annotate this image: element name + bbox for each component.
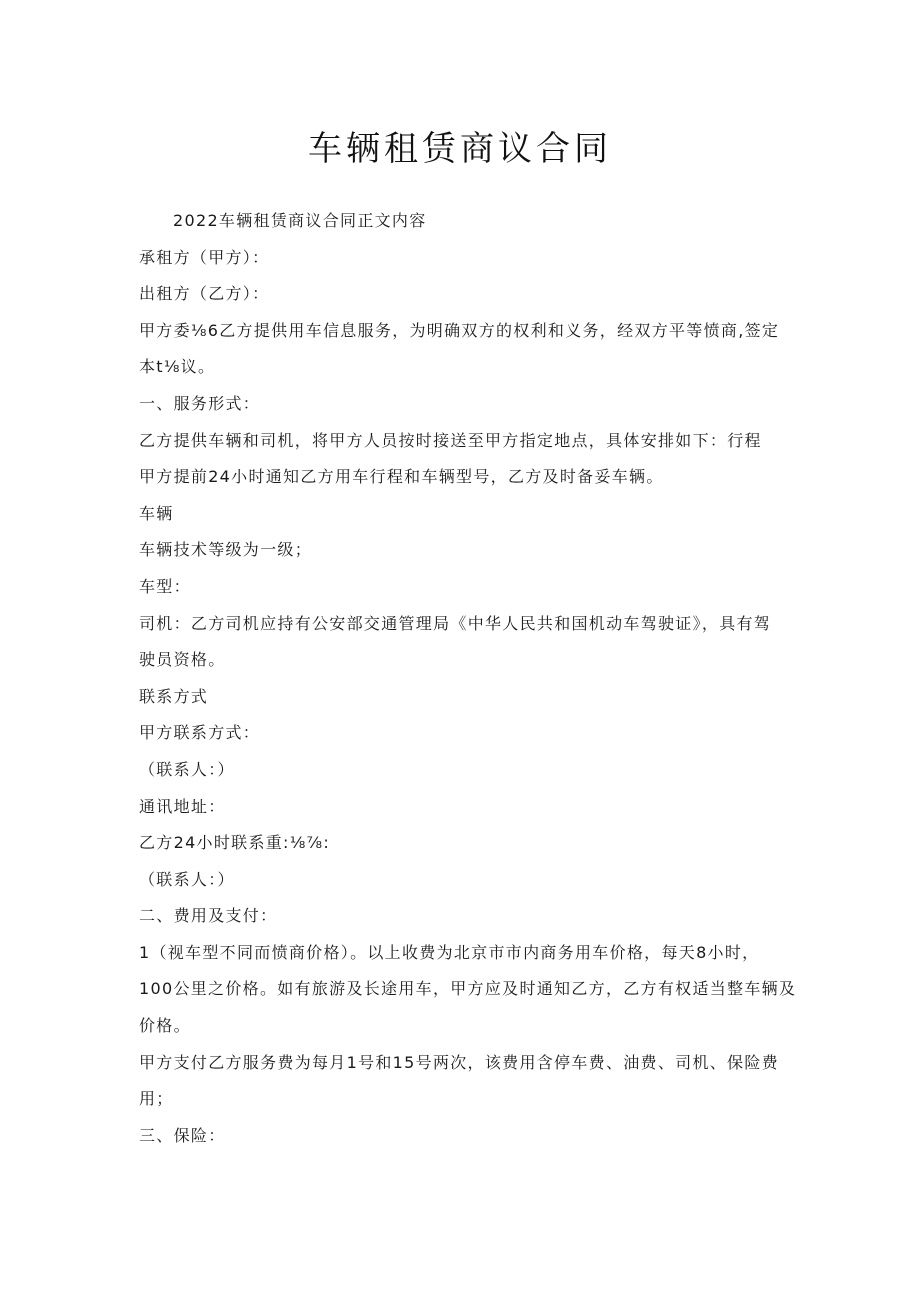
document-title: 车辆租赁商议合同 — [308, 129, 612, 169]
lessor-line: 出租方（乙方）： — [139, 284, 270, 304]
paragraph-line: 乙方提供车辆和司机，将甲方人员按时接送至甲方指定地点，具体安排如下：行程 — [139, 430, 762, 450]
subsection-heading: 联系方式 — [139, 686, 209, 706]
paragraph-line: 价格。 — [139, 1016, 191, 1036]
section-heading: 二、费用及支付： — [139, 906, 278, 926]
paragraph-line: 甲方委⅛6乙方提供用车信息服务，为明确双方的权利和义务，经双方平等愤商,签定 — [139, 320, 780, 340]
paragraph-line: 司机：乙方司机应持有公安部交通管理局《中华人民共和国机动车驾驶证》，具有驾 — [139, 613, 772, 633]
section-heading: 三、保险： — [139, 1125, 226, 1145]
lessee-line: 承租方（甲方）： — [139, 247, 270, 267]
section-heading: 一、服务形式： — [139, 393, 261, 413]
paragraph-line: 车辆技术等级为一级； — [139, 540, 313, 560]
paragraph-line: 驶员资格。 — [139, 650, 226, 670]
document-subtitle: 2022车辆租赁商议合同正文内容 — [173, 211, 427, 230]
document-body — [139, 203, 797, 1154]
paragraph-line: 车型： — [139, 576, 191, 596]
paragraph-line: （联系人：） — [139, 869, 235, 889]
paragraph-line: 1（视车型不同而愤商价格）。以上收费为北京市市内商务用车价格，每天8小时， — [139, 942, 760, 962]
paragraph-line: 用； — [139, 1089, 174, 1109]
paragraph-line: 甲方提前24小时通知乙方用车行程和车辆型号，乙方及时备妥车辆。 — [139, 467, 664, 487]
paragraph-line: （联系人：） — [139, 759, 235, 779]
paragraph-line: 100公里之价格。如有旅游及长途用车，甲方应及时通知乙方，乙方有权适当整车辆及 — [139, 979, 797, 999]
paragraph-line: 甲方联系方式： — [139, 723, 261, 743]
subsection-heading: 车辆 — [139, 503, 174, 523]
paragraph-line: 通讯地址： — [139, 796, 226, 816]
paragraph-line: 甲方支付乙方服务费为每月1号和15号两次，该费用含停车费、油费、司机、保险费 — [139, 1052, 779, 1072]
paragraph-line: 本t⅛议。 — [139, 357, 216, 377]
paragraph-line: 乙方24小时联系重:⅛⅞: — [139, 833, 331, 853]
